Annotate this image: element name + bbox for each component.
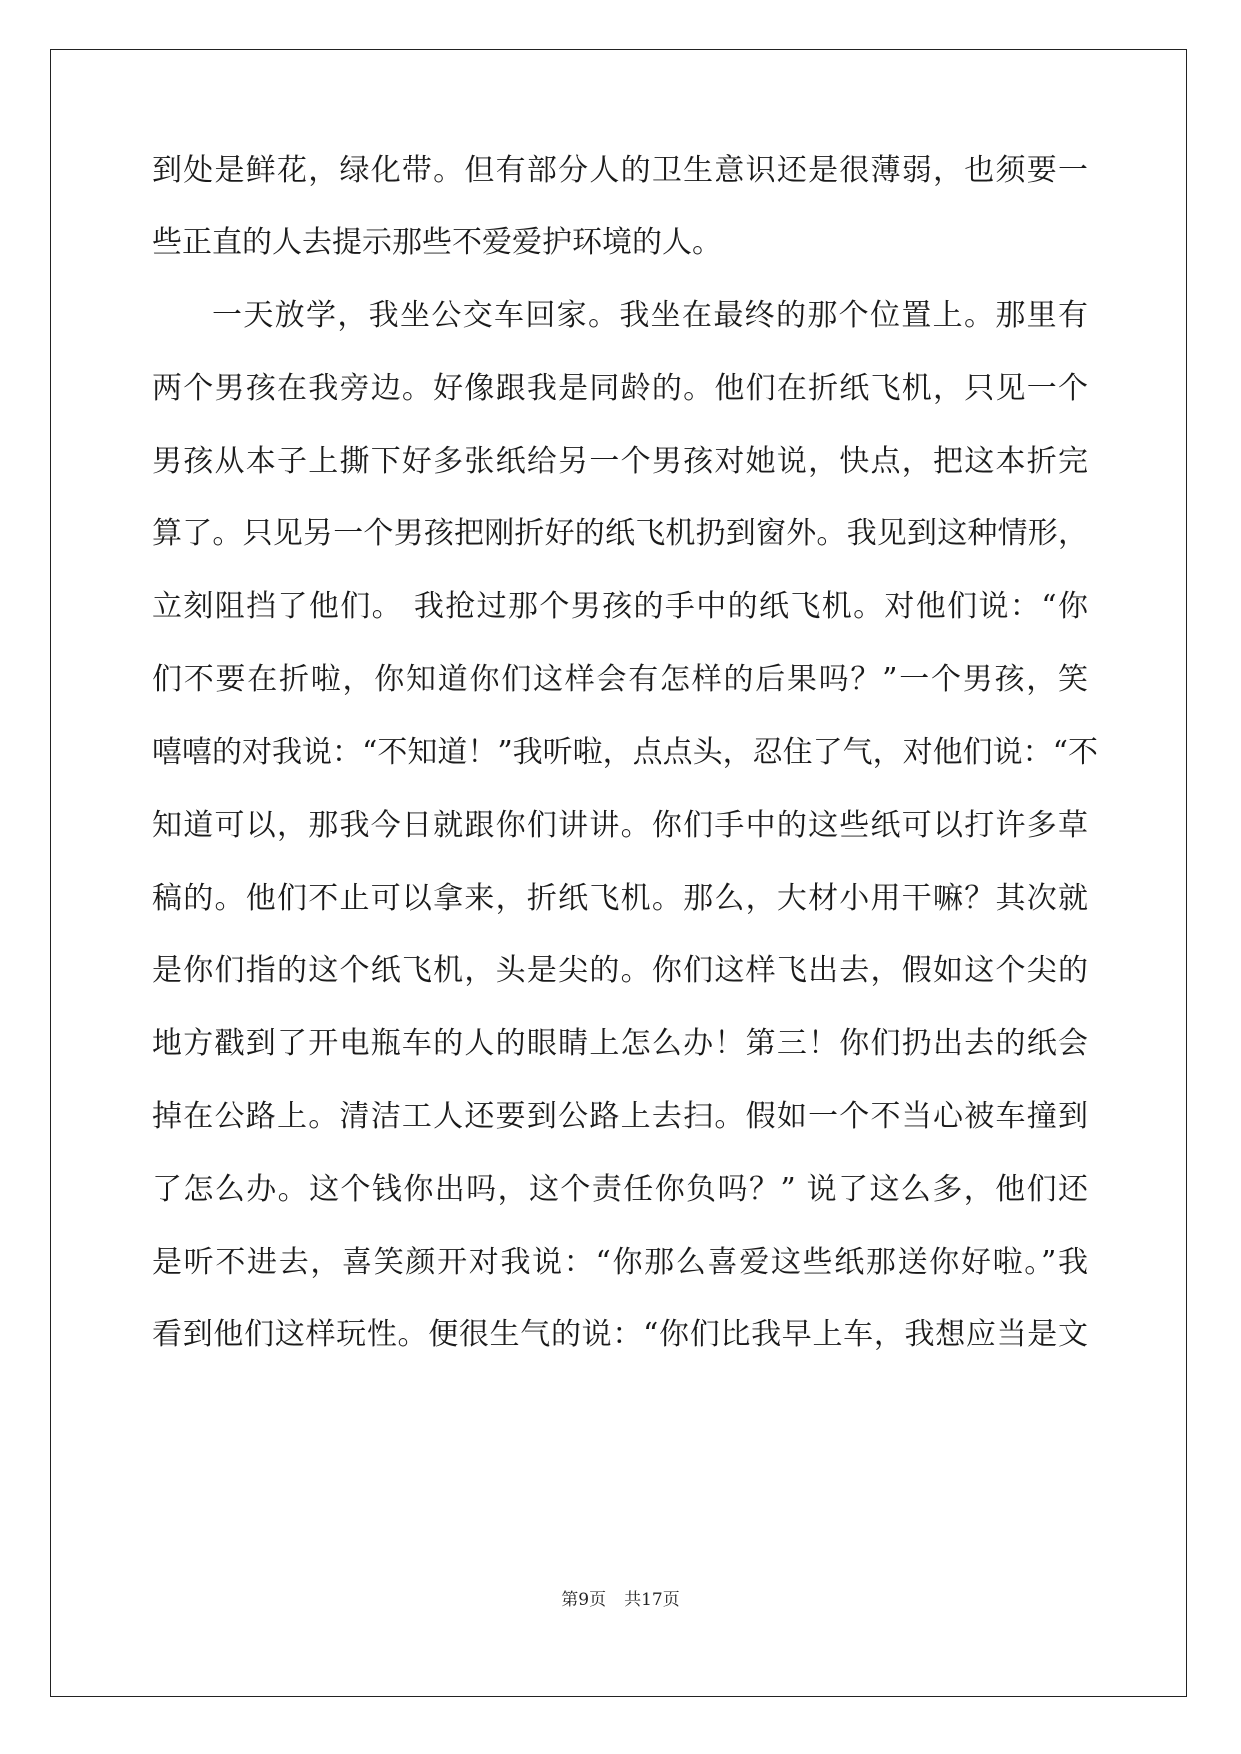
- text-line: 是听不进去，喜笑颜开对我说：“你那么喜爱这些纸那送你好啦。”我: [152, 1245, 1088, 1280]
- text-line: 男孩从本子上撕下好多张纸给另一个男孩对她说，快点，把这本折完: [152, 444, 1088, 479]
- text-line: 掉在公路上。清洁工人还要到公路上去扫。假如一个不当心被车撞到: [152, 1099, 1088, 1134]
- paragraph-first-line: 一天放学，我坐公交车回家。我坐在最终的那个位置上。那里有: [212, 298, 1088, 333]
- text-line: 两个男孩在我旁边。好像跟我是同龄的。他们在折纸飞机，只见一个: [152, 371, 1088, 406]
- page-number: 第9页: [561, 1590, 607, 1610]
- text-line: 到处是鲜花，绿化带。但有部分人的卫生意识还是很薄弱，也须要一: [152, 153, 1088, 188]
- text-line: 些正直的人去提示那些不爱爱护环境的人。: [152, 225, 722, 260]
- text-line: 是你们指的这个纸飞机，头是尖的。你们这样飞出去，假如这个尖的: [152, 953, 1088, 988]
- page-total: 共17页: [624, 1590, 680, 1610]
- text-line: 稿的。他们不止可以拿来，折纸飞机。那么，大材小用干嘛？其次就: [152, 881, 1088, 916]
- text-line: 了怎么办。这个钱你出吗，这个责任你负吗？” 说了这么多，他们还: [152, 1172, 1088, 1207]
- text-line: 们不要在折啦，你知道你们这样会有怎样的后果吗？”一个男孩，笑: [152, 662, 1088, 697]
- text-line: 嘻嘻的对我说：“不知道！”我听啦，点点头，忍住了气，对他们说：“不: [152, 735, 1099, 770]
- text-line: 立刻阻挡了他们。 我抢过那个男孩的手中的纸飞机。对他们说：“你: [152, 589, 1088, 624]
- text-line: 算了。只见另一个男孩把刚折好的纸飞机扔到窗外。我见到这种情形，: [152, 516, 1088, 551]
- text-line: 看到他们这样玩性。便很生气的说：“你们比我早上车，我想应当是文: [152, 1317, 1088, 1352]
- text-line: 地方戳到了开电瓶车的人的眼睛上怎么办！第三！你们扔出去的纸会: [152, 1026, 1088, 1061]
- text-line: 知道可以，那我今日就跟你们讲讲。你们手中的这些纸可以打许多草: [152, 808, 1088, 843]
- page-footer: [0, 1585, 1241, 1610]
